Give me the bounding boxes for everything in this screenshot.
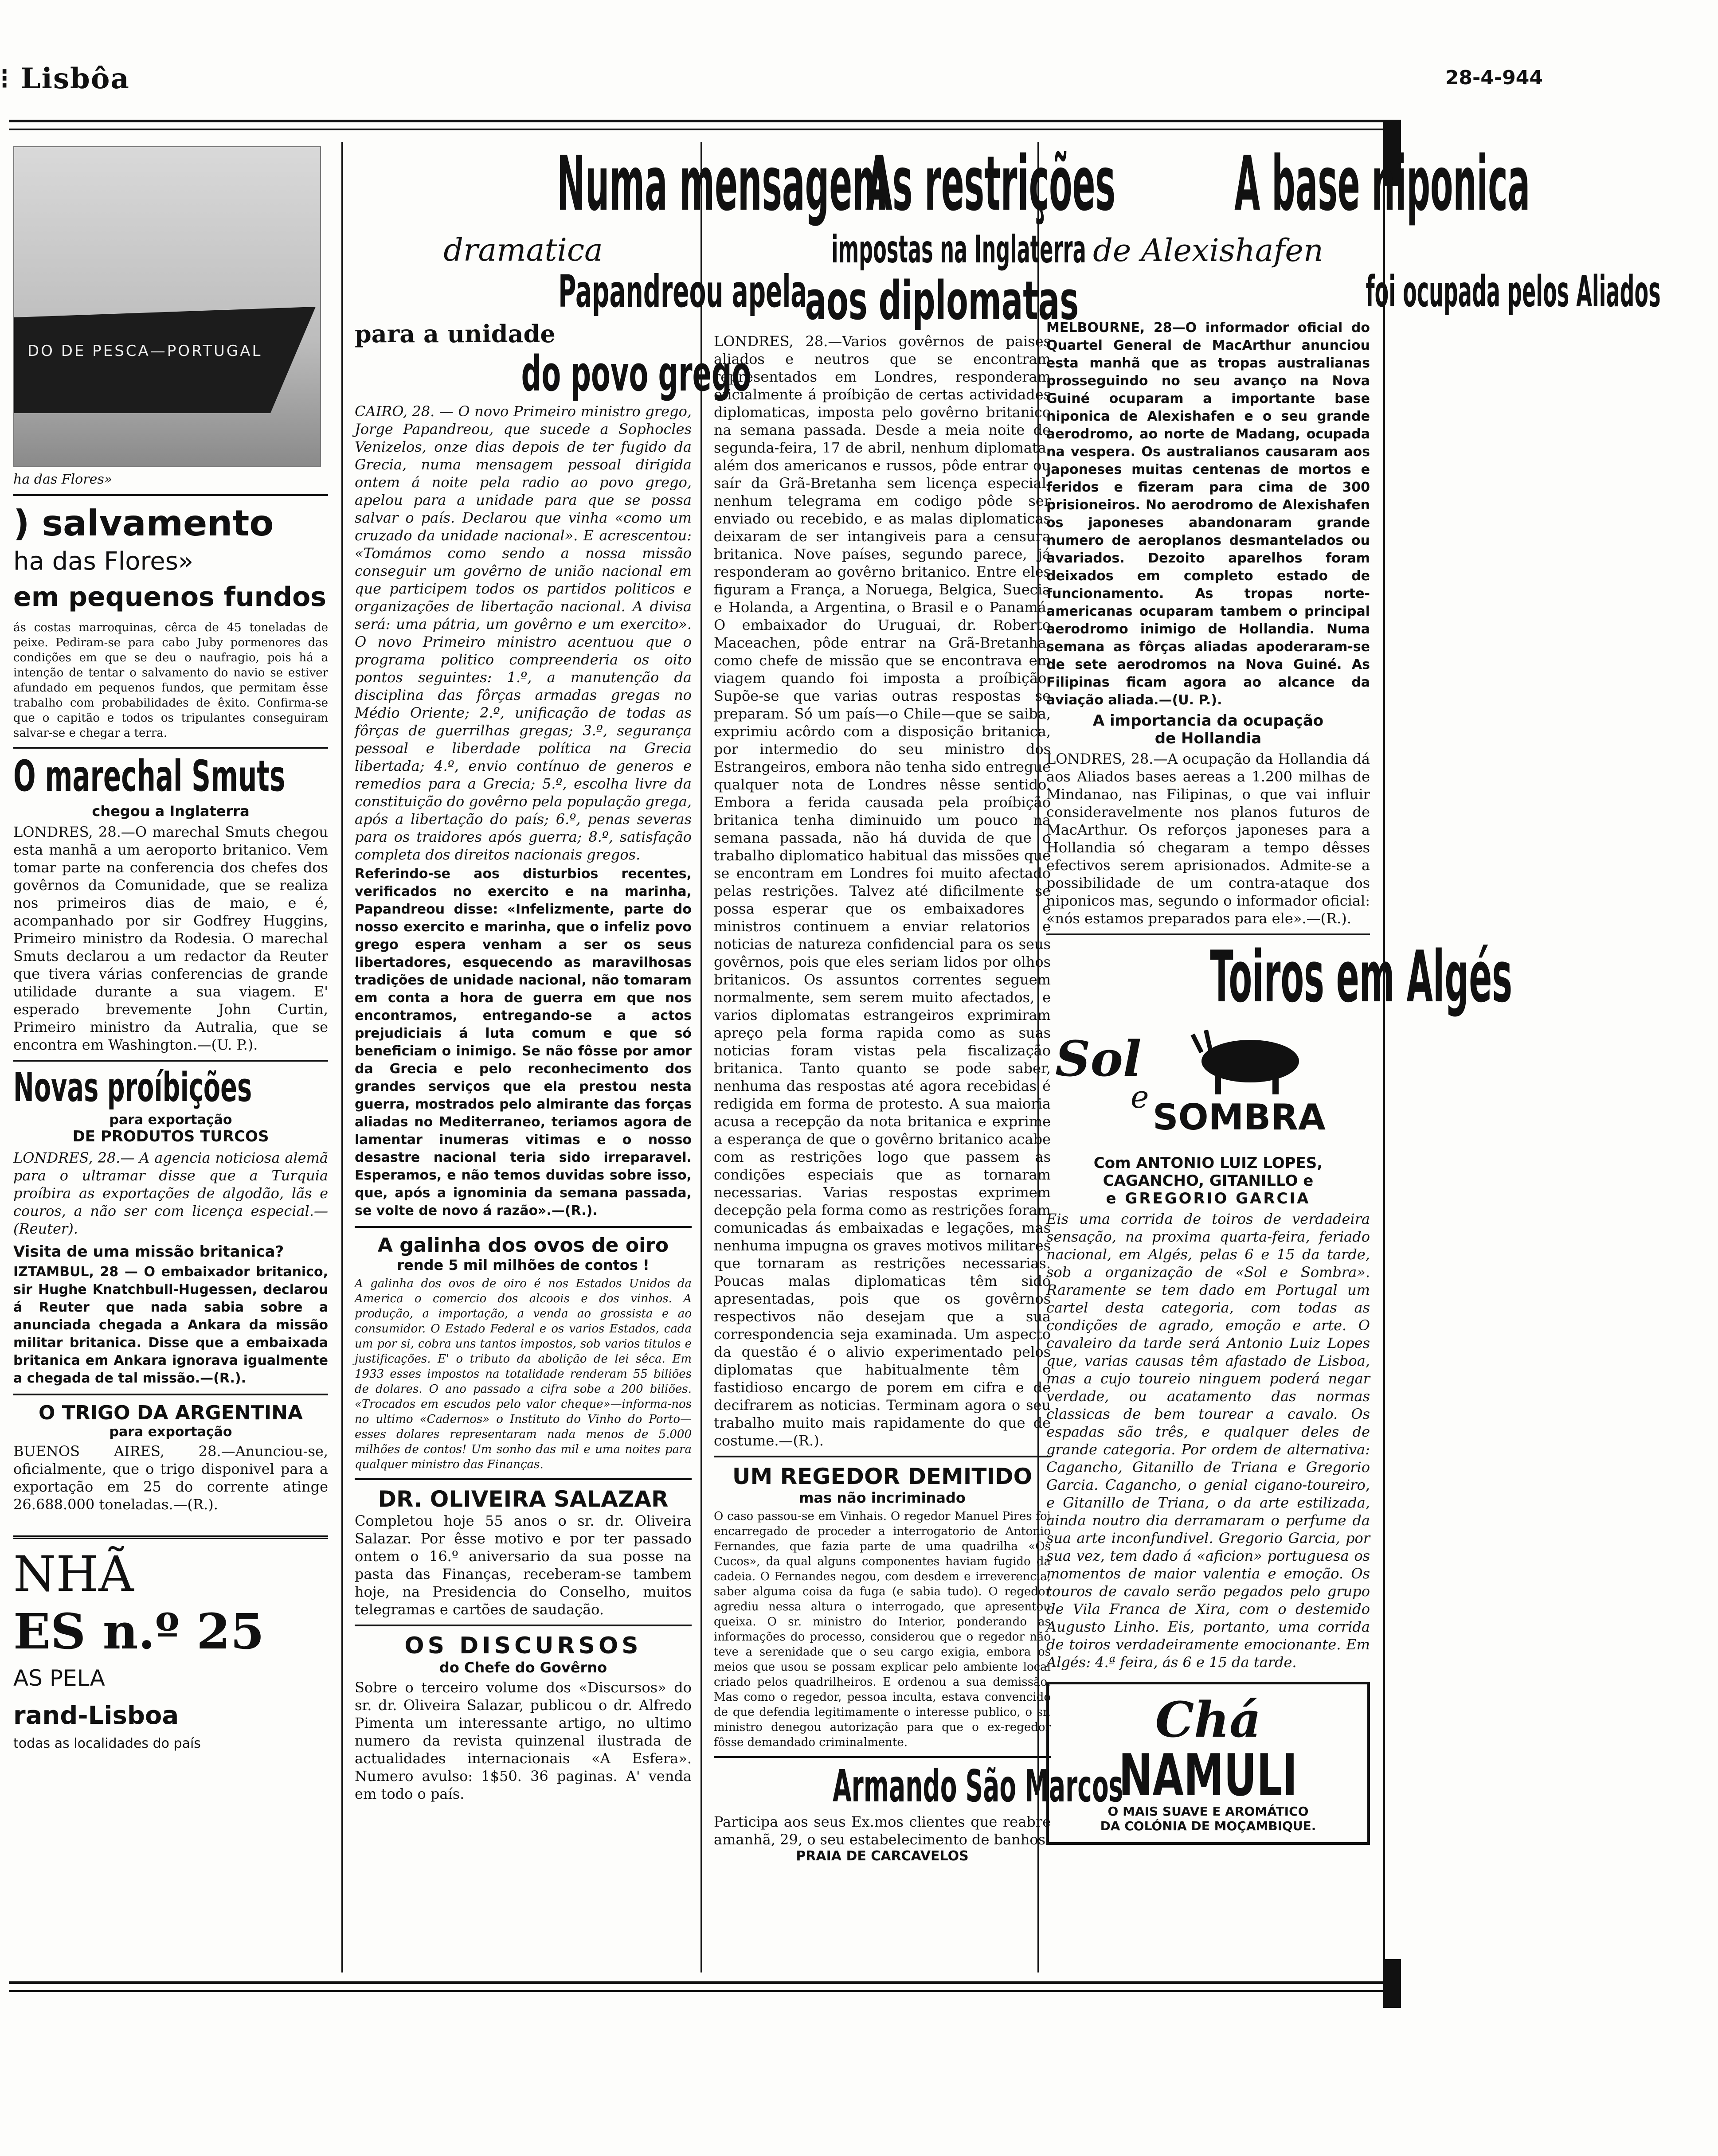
salvamento-body: ás costas marroquinas, cêrca de 45 toneladas de peixe. Pediram-se para cabo Juby pormenores das condições em que se deu o naufragio, pois há a intenção de tentar o salvamento do navio se estiver afundado em pequenos fundos, que permitam êsse trabalho com probabilidades de êxito. Confirma-se que o capitão e todos os tripulantes conseguiram salvar-se e chegar a terra. <box>13 621 328 740</box>
bottom-rule <box>9 1981 1383 1992</box>
discursos-body: Sobre o terceiro volume dos «Discursos» do sr. dr. Oliveira Salazar, publicou o dr. Alfredo Pimenta um interessante artigo, no ultimo numero da revista quinzenal ilustrada de actualidades internacionais «A Esfera». Numero avulso: 1$50. 36 paginas. A' venda em todo o país. <box>355 1679 692 1802</box>
novas-subhead-2: DE PRODUTOS TURCOS <box>72 1128 269 1145</box>
galinha-headline: A galinha dos ovos de oiro <box>377 1234 669 1257</box>
restricoes-deck-2: aos diplomatas <box>805 270 1079 332</box>
column-1 <box>13 146 328 1968</box>
masthead-date: 28-4-944 <box>1445 66 1543 89</box>
novas-subhead: para exportação <box>109 1112 232 1128</box>
top-rule <box>9 120 1383 130</box>
salvamento-subhead-2: em pequenos fundos <box>13 582 327 613</box>
ship-photo <box>13 146 321 467</box>
separator <box>714 1456 1051 1457</box>
separator <box>355 1226 692 1228</box>
regedor-subhead: mas não incriminado <box>799 1489 966 1506</box>
cha-word: Chá <box>1155 1691 1261 1748</box>
armando-headline: Armando São Marcos <box>833 1760 1123 1812</box>
smuts-subhead: chegou a Inglaterra <box>92 803 250 820</box>
separator <box>13 747 328 749</box>
papandreou-body-bold: Referindo-se aos disturbios recentes, verificados no exercito e na marinha, Papandreou disse: «Infelizmente, parte do nosso exercito e marinha, que o infeliz povo grego espera venham a ser os seus libertadores, esquecendo as maravilhosas tradições de unidade nacional, não tomaram em conta a hora de guerra em que nos encontramos, entregando-se a actos prejudiciais á luta comum e que só beneficiam o inimigo. Se não fôsse por amor da Grecia e pelo reconhecimento dos grandes serviços que ela prestou nesta guerra, mostrados pelo almirante das forças aliadas no Mediterraneo, teriamos agora de lamentar inumeras vitimas e o nosso desastre nacional teria sido irreparavel. Esperamos, e não temos duvidas sobre isso, que, após a ignominia da semana passada, se volte de novo á razão».—(R.). <box>355 866 692 1219</box>
ship-hull <box>14 307 316 413</box>
smuts-body: LONDRES, 28.—O marechal Smuts chegou esta manhã a um aeroporto britanico. Vem tomar parte na conferencia dos chefes dos govêrnos da Comunidade, que se realiza nos primeiros dias de maio, e é, acompanhado por sir Godfrey Huggins, Primeiro ministro da Rodesia. O marechal Smuts declarou a um redactor da Reuter que tivera várias conferencias de grande utilidade durante a sua viagem. E' esperado brevemente John Curtin, Primeiro ministro da Autralia, que se encontra em Washington.—(U. P.). <box>13 824 328 1053</box>
separator <box>13 1394 328 1395</box>
e-word: e <box>1131 1079 1149 1115</box>
separator <box>714 1756 1051 1758</box>
base-deck: de Alexishafen <box>1093 232 1323 269</box>
trigo-body: BUENOS AIRES, 28.—Anunciou-se, oficialmente, que o trigo disponivel para a exportação em 25 do corrente atinge 26.688.000 toneladas.—(R.). <box>13 1443 328 1513</box>
smuts-headline: O marechal Smuts <box>13 751 286 801</box>
restricoes-headline: As restrições <box>866 140 1116 228</box>
right-rule <box>1383 186 1385 1959</box>
ad-line-5: todas as localidades do país <box>13 1736 201 1751</box>
toiros-cartel-2: CAGANCHO, GITANILLO e <box>1103 1172 1314 1190</box>
sombra-word: SOMBRA <box>1153 1097 1326 1138</box>
armando-body: Participa aos seus Ex.mos clientes que reabre amanhã, 29, o seu estabelecimento de banhos. <box>714 1813 1051 1848</box>
ship-name: DO DE PESCA—PORTUGAL <box>27 342 262 360</box>
separator <box>13 1535 328 1539</box>
galinha-subhead: rende 5 mil milhões de contos ! <box>397 1257 650 1273</box>
toiros-cartel-3: e GREGORIO GARCIA <box>1106 1190 1311 1207</box>
masthead-title: ⁝ Lisbôa <box>0 62 130 95</box>
column-rule-1 <box>341 142 343 1972</box>
novas-headline: Novas proíbições <box>13 1064 252 1111</box>
papandreou-deck-3: para a unidade <box>355 320 556 348</box>
salazar-headline: DR. OLIVEIRA SALAZAR <box>378 1486 669 1512</box>
base-deck-2: foi ocupada pelos Aliados <box>1366 267 1661 316</box>
separator <box>13 1060 328 1062</box>
importancia-headline: A importancia da ocupação <box>1092 712 1324 730</box>
namuli-brand: NAMULI <box>1119 1742 1298 1809</box>
ad-line-4: rand-Lisboa <box>13 1701 179 1730</box>
salvamento-headline: ) salvamento <box>13 503 274 544</box>
base-headline: A base niponica <box>1234 140 1530 228</box>
cha-slogan-2: DA COLÓNIA DE MOÇAMBIQUE. <box>1100 1819 1316 1833</box>
column-rule-2 <box>701 142 702 1972</box>
papandreou-deck-4: do povo grego <box>521 345 751 402</box>
salazar-body: Completou hoje 55 anos o sr. dr. Oliveira Salazar. Por êsse motivo e por ter passado ontem o 16.º aniversario da sua posse na pasta das Finanças, receberam-se tambem hoje, na Presidencia do Conselho, muitos telegramas e cartões de saudação. <box>355 1512 692 1618</box>
restricoes-body: LONDRES, 28.—Varios govêrnos de paises aliados e neutros que se encontram representados em Londres, responderam oficialmente á proíbição de certas actividades diplomaticas, imposta pelo govêrno britanico na semana passada. Desde a meia noite de segunda-feira, 17 de abril, nenhum diplomata, além dos americanos e russos, pôde entrar ou saír da Grã-Bretanha sem licença especial, nenhum telegrama em codigo pôde ser enviado ou recebido, e as malas diplomaticas deixaram de ser intangiveis para a censura britanica. Nove países, segundo parece, já responderam ao govêrno britanico. Entre eles figuram a França, a Noruega, Belgica, Suecia e Holanda, a Argentina, o Brasil e o Panamá. O embaixador do Uruguai, dr. Roberto Maceachen, pôde entrar na Grã-Bretanha, como chefe de missão que se encontrava em viagem quando foi imposta a proíbição. Supõe-se que varias outras respostas se preparam. Só um país—o Chile—que se saiba, exprimiu acôrdo com a disposição britanica, por intermedio do seu ministro dos Estrangeiros, embora não tenha sido entregue qualquer nota de Londres nêsse sentido. Embora a ferida causada pela proíbição britanica tenha diminuido um pouco na semana passada, não há duvida de que o trabalho diplomatico habitual das missões que se encontram em Londres foi muito afectado pelas restrições. Talvez até dificilmente se possa esperar que os embaixadores e ministros continuem a enviar relatorios e noticias de natureza confidencial para os seus govêrnos, pois que eles seriam lidos por olhos britanicos. Os assuntos correntes seguem normalmente, sem serem muito afectados, e varios diplomatas estrangeiros exprimiram apreço pela forma rapida como as suas noticias foram vistas pela fiscalização britanica. Tanto quanto se pode saber, nenhuma das respostas até agora recebidas é redigida em forma de protesto. A sua maioria acusa a recepção da nota britanica e exprime a esperança de que o govêrno britanico acabe com as restrições logo que passem as condições especiais que as tornaram necessarias. Varias respostas exprimem decepção pela forma como as restrições foram comunicadas ás embaixadas e legações, mas nenhuma impugna os graves motivos militares que tornaram as restrições necessarias. Poucas malas diplomaticas têm sido apresentadas, pois que os govêrnos respectivos não desejam que a sua correspondencia seja examinada. Um aspecto da questão é o alivio experimentado pelos diplomatas que habitualmente têm o fastidioso encargo de porem em cifra e de decifrarem as noticias. Terminam agora o seu trabalho muito mais rapidamente do que de costume.—(R.). <box>714 333 1051 1449</box>
restricoes-deck: impostas na Inglaterra <box>831 227 1086 272</box>
visita-headline: Visita de uma missão britanica? <box>13 1243 284 1261</box>
discursos-subhead: do Chefe do Govêrno <box>439 1659 607 1676</box>
ad-line-3: AS PELA <box>13 1665 105 1691</box>
cha-slogan-1: O MAIS SUAVE E AROMÁTICO <box>1108 1804 1309 1819</box>
separator <box>13 494 328 496</box>
trigo-headline: O TRIGO DA ARGENTINA <box>39 1402 303 1424</box>
papandreou-body: CAIRO, 28. — O novo Primeiro ministro grego, Jorge Papandreou, que sucede a Sophocles Venizelos, onze dias depois de ter fugido da Grecia, numa mensagem pessoal dirigida ontem á noite pela radio ao povo grego, apelou para a unidade para que se possa salvar o país. Declarou que vinha «como um cruzado da unidade nacional». E acrescentou: «Tomámos como sendo a nossa missão conseguir um govêrno de união nacional em que participem todos os partidos politicos e organizações de libertação nacional. A divisa será: uma pátria, um govêrno e um exercito». O novo Primeiro ministro acentuou que o programa politico compreenderia os oito pontos seguintes: 1.º, a manutenção da disciplina das fôrças armadas gregas no Médio Oriente; 2.º, unificação de todas as fôrças de guerrilhas gregas; 3.º, segurança pessoal e liberdade política na Grecia libertada; 4.º, envio contínuo de generos e remedios para a Grecia; 5.º, escolha livre da constituição do govêrno pela população grega, após a libertação do país; 6.º, penas severas para os traidores após guerra; 8.º, satisfação completa dos direitos nacionais gregos. <box>355 403 692 863</box>
novas-body: LONDRES, 28.— A agencia noticiosa alemã para o ultramar disse que a Turquia proíbira as exportações de algodão, lãs e couros, a não ser com licença especial.—(Reuter). <box>13 1149 328 1237</box>
separator <box>355 1478 692 1480</box>
papandreou-headline: Numa mensagem <box>556 140 888 228</box>
regedor-body: O caso passou-se em Vinhais. O regedor Manuel Pires foi encarregado de proceder a interrogatorio de Antonio Fernandes, que fazia parte de uma quadrilha «Os Cucos», da qual alguns componentes haviam fugido da cadeia. O Fernandes negou, com desdem e irreverencia, saber alguma coisa da fuga (e sabia tudo). O regedor agrediu nessa altura o interrogado, que apresentou queixa. O sr. ministro do Interior, ponderando as informações do processo, considerou que o regedor não teve a serenidade que o seu cargo exigia, embora os meios que usou se possam explicar pelo ambiente local criado pelos quadrilheiros. E ordenou a sua demissão. Mas como o regedor, pessoa inculta, estava convencido de que defendia legitimamente o interesse publico, o sr. ministro denegou autorização para que o ex-regedor fôsse demandado criminalmente. <box>714 1510 1051 1749</box>
cha-namuli-ad <box>1046 1682 1370 1845</box>
bull-icon <box>1193 1026 1308 1097</box>
toiros-cartel-1: Com ANTONIO LUIZ LOPES, <box>1093 1154 1323 1172</box>
toiros-headline: Toiros em Algés <box>1210 935 1513 1018</box>
importancia-subhead: de Hollandia <box>1154 730 1262 747</box>
margin-block-bottom <box>1383 1959 1401 2008</box>
salvamento-subhead: ha das Flores» <box>13 547 194 576</box>
toiros-body: Eis uma corrida de toiros de verdadeira sensação, na proxima quarta-feira, feriado nacional, em Algés, pelas 6 e 15 da tarde, sob a organização de «Sol e Sombra». Raramente se tem dado em Portugal um cartel desta categoria, com todas as condições de agrado, emoção e arte. O cavaleiro da tarde será Antonio Luiz Lopes que, varias causas têm afastado de Lisboa, mas a cujo toureio ninguem poderá negar verdade, ou acatamento das normas classicas de bem tourear a cavalo. Os espadas são três, e qualquer deles de grande categoria. Por ordem de alternativa: Cagancho, Gitanillo de Triana e Gregorio Garcia. Cagancho, o genial cigano-toureiro, e Gitanillo de Triana, o da arte estilizada, ainda noutro dia derramaram o perfume da sua arte inconfundivel. Gregorio Garcia, por sua vez, tem dado á «aficion» portuguesa os momentos de maior valentia e emoção. Os touros de cavalo serão pegados pelo grupo de Vila Franca de Xira, com o destemido Augusto Linho. Eis, portanto, uma corrida de toiros verdadeiramente emocionante. Em Algés: 4.ª feira, ás 6 e 15 da tarde. <box>1046 1211 1370 1671</box>
regedor-headline: UM REGEDOR DEMITIDO <box>732 1464 1033 1489</box>
ad-line-1: NHÃ <box>13 1546 134 1602</box>
discursos-headline: OS DISCURSOS <box>404 1633 642 1659</box>
visita-body: IZTAMBUL, 28 — O embaixador britanico, sir Hughe Knatchbull-Hugessen, declarou á Reuter que nada sabia sobre a anunciada chegada a Ankara da missão militar britanica. Disse que a embaixada britanica em Ankara ignorava igualmente a chegada de tal missão.—(R.). <box>13 1264 328 1386</box>
sol-sombra-logo <box>1046 1021 1370 1154</box>
separator <box>355 1625 692 1626</box>
photo-caption: ha das Flores» <box>13 472 113 487</box>
importancia-body: LONDRES, 28.—A ocupação da Hollandia dá aos Aliados bases aereas a 1.200 milhas de Mindanao, nas Filipinas, o que vai influir consideravelmente nos planos futuros de MacArthur. Os reforços japoneses para a Hollandia só chegaram a tempo dêsses efectivos serem aprisionados. Admite-se a possibilidade de um contra-ataque dos niponicos mas, segundo o informador oficial: «nós estamos preparados para ele».—(R.). <box>1046 750 1370 927</box>
sol-word: Sol <box>1055 1030 1142 1087</box>
column-4 <box>1046 140 1661 1968</box>
papandreou-deck: dramatica <box>443 232 603 268</box>
armando-place: PRAIA DE CARCAVELOS <box>796 1848 969 1864</box>
base-body: MELBOURNE, 28—O informador oficial do Quartel General de MacArthur anunciou esta manhã que as tropas australianas prosseguindo no seu avanço na Nova Guiné ocuparam a importante base niponica de Alexishafen e o seu grande aerodromo, ao norte de Madang, ocupada na vespera. Os australianos causaram aos japoneses muitas centenas de mortos e feridos e fizeram para cima de 300 prisioneiros. No aerodromo de Alexishafen os japoneses abandonaram grande numero de aeroplanos desmantelados ou avariados. Dezoito aparelhos foram deixados em completo estado de funcionamento. As tropas norte-americanas ocuparam tambem o principal aerodromo inimigo de Hollandia. Numa semana as fôrças aliadas apoderaram-se de sete aerodromos na Nova Guiné. As Filipinas ficam agora ao alcance da aviação aliada.—(U. P.). <box>1046 320 1370 708</box>
trigo-subhead: para exportação <box>109 1424 232 1440</box>
ad-line-2: ES n.º 25 <box>13 1603 265 1660</box>
papandreou-deck-2: Papandreou apela <box>558 266 807 317</box>
galinha-body: A galinha dos ovos de oiro é nos Estados Unidos da America o comercio dos alcoois e dos vinhos. A produção, a importação, a venda ao grossista e ao consumidor. O Estado Federal e os varios Estados, cada um por si, cobra uns tantos impostos, sob varios titulos e justificações. E' o tributo da abolição de lei sêca. Em 1933 esses impostos na totalidade renderam 55 biliões de dolares. O ano passado a cifra sobe a 200 biliões. «Trocados em escudos pelo valor cheque»—informa-nos no ultimo «Cadernos» o Instituto do Vinho do Porto—esses dolares representaram nada menos de 5.000 milhões de contos! Um sonho das mil e uma noites para qualquer ministro das Finanças. <box>355 1277 692 1471</box>
